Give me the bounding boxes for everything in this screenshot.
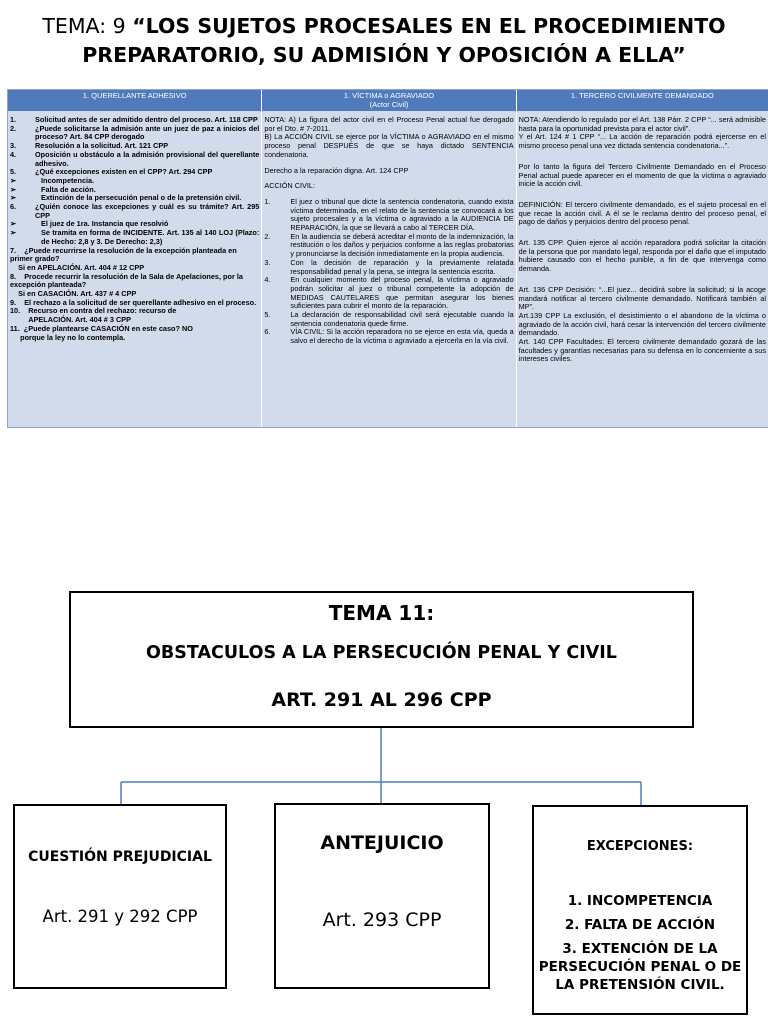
list-marker: 4. [10, 149, 17, 159]
box-title: ANTEJUICIO [320, 832, 444, 854]
paragraph: Art. 136 CPP Decisión: “...El juez... decidirá sobre la solicitud; si la acoge mandará notificar al tercero civilmente demandado. Notificará también al MP”. [518, 284, 766, 312]
paragraph: Art.139 CPP La exclusión, el desistimiento o el abandono de la víctima o agraviado de la acción civil, hará cesar la intervención del tercero civilmente demandado. [518, 310, 766, 338]
list-text: Solicitud antes de ser admitido dentro del proceso. Art. 118 CPP [35, 115, 258, 124]
list-marker: 1. [264, 196, 271, 206]
list-text: Oposición u obstáculo a la admisión provisional del querellante adhesivo. [35, 149, 260, 168]
title-line1: “LOS SUJETOS PROCESALES EN EL PROCEDIMIENTO [132, 14, 726, 38]
list-text: El juez o tribunal que dicte la sentencia condenatoria, cuando exista víctima determinada, en el relato de la sentencia se convocará a los sujeto procesales y a la víctima o agraviado a la AUDIENCIA DE REPARACIÓN, la que se llevará a cabo al TERCER DÍA. [290, 196, 514, 233]
list-line: Si en CASACIÓN. Art. 437 # 4 CPP [10, 289, 137, 299]
list-marker: ➢ [10, 184, 17, 194]
derecho-text: Derecho a la reparación digna. Art. 124 CPP [264, 165, 409, 175]
list-text: El juez de 1ra. Instancia que resolvió [41, 219, 169, 229]
paragraph: DEFINICIÓN: El tercero civilmente demandado, es el sujeto procesal en el que recae la acción civil. A él se le reclama dentro del proceso penal, el pago de daños y perjuicios dentro del proceso penal. [518, 199, 766, 227]
list-marker: 1. [10, 115, 17, 124]
paragraph: Art. 135 CPP. Quien ejerce al acción reparadora podrá solicitar la citación de la persona que por mandato legal, responda por el daño que el imputado hubiere causado con el hecho punible, a fin de que intervenga como demanda. [518, 238, 766, 274]
paragraph: Por lo tanto la figura del Tercero Civilmente Demandado en el Proceso Penal actual puede aparecer en el momento de que la víctima o agraviado inicie la acción civil. [518, 161, 766, 189]
topic-number: TEMA 11: [328, 601, 435, 625]
list-marker: 2. [10, 123, 17, 133]
list-line: 8. Procede recurrir la resolución de la Sala de Apelaciones, por la excepción planteada? [10, 271, 245, 290]
topic-title: OBSTACULOS A LA PERSECUCIÓN PENAL Y CIVIL [146, 643, 617, 663]
list-item: 2. FALTA DE ACCIÓN [564, 917, 716, 933]
paragraph: Y el Art. 124 # 1 CPP “... La acción de reparación podrá ejercerse en el mismo proceso penal una vez dictada sentencia condenatoria...”. [518, 132, 766, 151]
column-header: 1. VÍCTIMA o AGRAVIADO (Actor Civil) [262, 90, 515, 111]
list-text: La declaración de responsabilidad civil será ejecutable cuando la sentencia condenatoria quede firme. [290, 310, 514, 328]
title-lead: TEMA: 9 [42, 14, 133, 38]
paragraph: Art. 140 CPP Facultades: El tercero civilmente demandado gozará de las facultades y garantías necesarias para su defensa en lo concerniente a sus intereses civiles. [518, 337, 766, 364]
list-text: En cualquier momento del proceso penal, la víctima o agraviado podrán solicitar al juez o tribunal competente la adopción de MEDIDAS CAUTELARES que permitan asegurar los bienes suficientes para cubrir el monto de la reparación. [290, 275, 514, 311]
list-line: porque la ley no lo contempla. [10, 332, 126, 342]
list-text: Extinción de la persecución penal o de la pretensión civil. [41, 193, 242, 203]
accion-civil-heading: ACCIÓN CIVIL: [264, 181, 316, 191]
list-line: 11. ¿Puede plantearse CASACIÓN en este caso? NO [10, 323, 193, 333]
list-line: APELACIÓN. Art. 404 # 3 CPP [10, 315, 131, 325]
list-marker: 6. [264, 327, 271, 337]
list-marker: ➢ [10, 175, 17, 185]
list-line: 7. ¿Puede recurrirse la resolución de la excepción planteada en primer grado? [10, 245, 239, 264]
list-marker: 4. [264, 275, 271, 285]
nota-b-text: B) La ACCIÓN CIVIL se ejerce por la VÍCTIMA o AGRAVIADO en el mismo proceso penal DESPUÉS de que se haya dictado SENTENCIA condenatoria. [264, 132, 514, 159]
list-marker: 5. [10, 167, 17, 177]
list-text: Incompetencia. [41, 175, 95, 185]
list-text: ¿Qué excepciones existen en el CPP? Art. 294 CPP [35, 167, 213, 177]
box-title: CUESTIÓN PREJUDICIAL [28, 849, 212, 865]
list-line: Si en APELACIÓN. Art. 404 # 12 CPP [10, 262, 145, 272]
nota-text: NOTA: A) La figura del actor civil en el Proceso Penal actual fue derogado por el Dto. # 7-2011. [264, 115, 514, 133]
column-header: 1. TERCERO CIVILMENTE DEMANDADO [517, 90, 768, 111]
paragraph: NOTA: Atendiendo lo regulado por el Art. 138 Párr. 2 CPP “... será admisible hasta para la oportunidad prevista para el actor civil”. [518, 115, 766, 133]
box-subtitle: Art. 293 CPP [322, 909, 442, 931]
list-marker: ➢ [10, 219, 17, 229]
title-line2: PREPARATORIO, SU ADMISIÓN Y OPOSICIÓN A ELLA” [82, 43, 686, 67]
excepciones-list [534, 892, 746, 1000]
list-text: ¿Puede solicitarse la admisión ante un juez de paz a inicios del proceso? Art. 84 CPP derogado [35, 123, 260, 142]
list-text: ¿Quién conoce las excepciones y cuál es su trámite? Art. 295 CPP [35, 202, 260, 220]
list-item: 3. EXTENCIÓN DE LA PERSECUCIÓN PENAL O DE LA PRETENSIÓN CIVIL. [538, 941, 742, 993]
list-marker: 3. [264, 257, 271, 267]
list-text: Se tramita en forma de INCIDENTE. Art. 135 al 140 LOJ (Plazo: de Hecho: 2,8 y 3. De Derecho: 2,3) [41, 228, 260, 246]
list-line: 10. Recurso en contra del rechazo: recurso de [10, 306, 177, 316]
list-text: En la audiencia se deberá acreditar el monto de la indemnización, la restitución o los daños y perjuicios conforme a las reglas probatorias y pronunciarse la decisión inmediatamente en la propia audiencia. [290, 231, 514, 259]
list-item: 1. INCOMPETENCIA [567, 893, 713, 909]
list-marker: ➢ [10, 193, 17, 203]
list-marker: 2. [264, 231, 271, 241]
list-text: Con la decisión de reparación y la previamente relatada responsabilidad penal y la pena, se integra la sentencia escrita. [290, 257, 514, 276]
column-header: 1. QUERELLANTE ADHESIVO [8, 90, 261, 111]
list-text: VÍA CIVIL: Si la acción reparadora no se ejerce en esta vía, queda a salvo el derecho de la víctima o agraviado a ejercerla en la vía civil. [290, 327, 514, 346]
excepciones-box [532, 805, 748, 1015]
list-line: 9. El rechazo a la solicitud de ser querellante adhesivo en el proceso. [10, 297, 257, 307]
list-marker: 6. [10, 202, 17, 212]
list-text: Falta de acción. [41, 184, 96, 194]
topic-articles: ART. 291 AL 296 CPP [271, 689, 492, 711]
box-title: EXCEPCIONES: [586, 839, 694, 854]
list-text: Resolución a la solicitud. Art. 121 CPP [35, 141, 169, 151]
list-marker: 3. [10, 141, 17, 151]
list-marker: ➢ [10, 228, 17, 238]
topic-main-box [69, 591, 694, 728]
antejuicio-box [274, 803, 490, 989]
box-subtitle: Art. 291 y 292 CPP [42, 907, 198, 926]
list-marker: 5. [264, 310, 271, 320]
cuestion-prejudicial-box [13, 804, 227, 989]
